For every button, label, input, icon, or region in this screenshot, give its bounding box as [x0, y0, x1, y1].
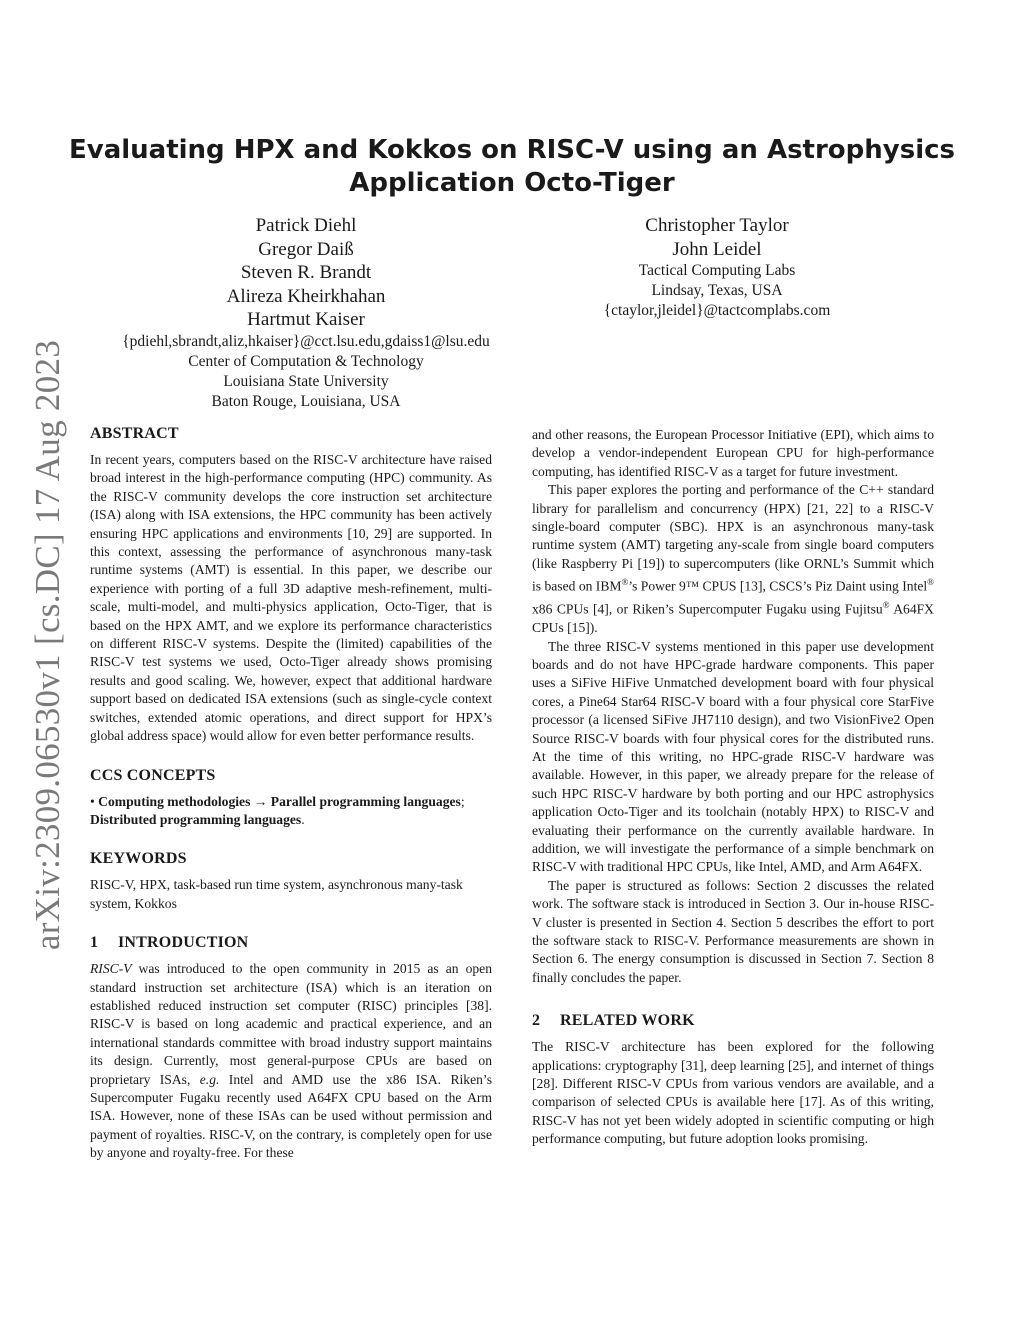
related-work-paragraph: The RISC-V architecture has been explored for the following applications: cryptography [31], deep learning [25], and internet of things [28]. Different RISC-V CPUs from various vendors are available, and a comparison of selected CPUs is available here [17]. As of this writing, RISC-V has not yet been widely adopted in scientific computing or high performance computing, but future adoption looks promising. [532, 1039, 934, 1147]
ccs-term: Computing methodologies [98, 793, 251, 809]
author-name: Steven R. Brandt [240, 262, 372, 283]
intro-text: was introduced to the open community in 2015 as an open standard instruction set architecture (ISA) which is an iteration on established reduced instruction set computer (RISC) principles [38]. RISC-V is based on long academic and practical experience, and an international standards committee with broad industry support maintains its design. Currently, most general-purpose CPUs are based on proprietary ISAs, [90, 961, 492, 1087]
ccs-arrow: → [253, 793, 268, 809]
author-name: Patrick Diehl [255, 215, 357, 236]
section-title: RELATED WORK [560, 1012, 695, 1030]
registered-mark: ® [621, 577, 629, 588]
intro-text: Intel and AMD use the x86 ISA. Riken’s Supercomputer Fugaku recently used A64FX CPU based on the Arm ISA. However, none of these ISAs can be used without permission and payment of royalties. RISC-V, on the contrary, is completely open for use by anyone and royalty-free. For these [90, 1071, 492, 1161]
author-block-tcl [560, 214, 874, 321]
author-email: {ctaylor,jleidel}@tactcomplabs.com [603, 302, 831, 319]
ccs-end: . [301, 811, 305, 827]
intro-text: This paper explores the porting and performance of the C++ standard library for parallelism and concurrency (HPX) [21, 22] to a RISC-V single-board computer (SBC). HPX is an asynchronous many-task runtime system (AMT) targeting any-scale from single board computers (like Raspberry Pi [19]) to supercomputers (like ORNL’s Summit which is based on IBM [532, 482, 934, 594]
keywords-heading: KEYWORDS [90, 850, 187, 868]
keywords-text: RISC-V, HPX, task-based run time system, asynchronous many-task system, Kokkos [90, 877, 463, 911]
author-location: Baton Rouge, Louisiana, USA [211, 392, 401, 410]
intro-text: ’s Power 9™ CPUS [13], CSCS’s Piz Daint using Intel [628, 578, 928, 594]
intro-paragraph-1-continued: and other reasons, the European Processor Initiative (EPI), which aims to develop a vendor-independent European CPU for high-performance computing, has identified RISC-V as a target for future investment. [532, 427, 934, 479]
paper-title-line-2: Application Octo-Tiger [349, 168, 675, 198]
paper-title [60, 134, 964, 200]
eg-abbrev: e.g. [199, 1071, 220, 1087]
section-title: INTRODUCTION [118, 934, 249, 952]
intro-paragraph-3: The three RISC-V systems mentioned in this paper use development boards and do not have HPC-grade hardware components. This paper uses a SiFive HiFive Unmatched development board with four physical cores, a Pine64 Star64 RISC-V board with a four physical core StarFive processor (a licensed SiFive JH7110 design), and two VisionFive2 Open Source RISC-V boards with four physical cores for the distributed runs. At the time of this writing, no HPC-grade RISC-V hardware was available. However, in this paper, we already prepare for the release of such HPC RISC-V hardware by both porting and our HPC astrophysics application Octo-Tiger and its toolchain (notably HPX) to RISC-V and evaluating their performance on the currently available hardware. In addition, we will investigate the performance of a simple benchmark on RISC-V with traditional HPC CPUs, like Intel, AMD, and Arm A64FX. [532, 638, 934, 875]
ccs-term: Parallel programming languages [270, 793, 461, 809]
author-institution: Tactical Computing Labs [638, 262, 796, 279]
section-number: 2 [532, 1012, 541, 1030]
abstract-text: In recent years, computers based on the RISC-V architecture have raised broad interest in the high-performance computing (HPC) community. As the RISC-V community develops the core instruction set architecture (ISA) along with ISA extensions, the HPC community has been actively ensuring HPC applications and environments [10, 29] are supported. In this context, assessing the performance of asynchronous many-task runtime systems (AMT) is essential. In this paper, we describe our experience with porting of a full 3D adaptive mesh-refinement, multi-scale, multi-model, and multi-physics application, Octo-Tiger, that is based on the HPX AMT, and we explore its performance characteristics on different RISC-V systems. Despite the (limited) capabilities of the RISC-V test systems we used, Octo-Tiger already shows promising results and good scaling. We, however, expect that additional hardware support based on dedicated ISA extensions (such as single-cycle context switches, extended atomic operations, and direct support for HPX’s global address space) would allow for even better performance results. [90, 452, 492, 744]
abstract-heading: ABSTRACT [90, 425, 179, 442]
registered-mark: ® [927, 577, 935, 588]
registered-mark: ® [882, 600, 890, 611]
left-column [90, 424, 492, 1163]
section-number: 1 [90, 934, 99, 952]
ccs-bullet: • [90, 793, 95, 809]
author-name: Hartmut Kaiser [247, 309, 365, 330]
intro-text: x86 CPUs [4], or Riken’s Supercomputer Fugaku using Fujitsu [532, 601, 883, 617]
author-block-lsu [100, 214, 512, 412]
intro-paragraph-4: The paper is structured as follows: Section 2 discusses the related work. The software stack is introduced in Section 3. Our in-house RISC-V cluster is presented in Section 4. Section 5 describes the effort to port the software stack to RISC-V. Performance measurements are shown in Section 6. The energy consumption is discussed in Section 7. Section 8 finally concludes the paper. [532, 877, 934, 985]
author-name: Gregor Daiß [258, 238, 354, 260]
intro-paragraph-2 [532, 481, 934, 637]
ccs-term: Distributed programming languages [90, 811, 302, 827]
intro-paragraph-1 [90, 960, 492, 1162]
intro-text: A64FX CPUs [15]). [532, 601, 934, 636]
author-name: John Leidel [672, 238, 762, 260]
author-email: {pdiehl,sbrandt,aliz,hkaiser}@cct.lsu.edu,gdaiss1@lsu.edu [122, 332, 490, 350]
author-university: Louisiana State University [223, 372, 389, 390]
paper-title-line-1: Evaluating HPX and Kokkos on RISC-V using an Astrophysics [68, 135, 956, 165]
ccs-concepts [90, 793, 492, 830]
ccs-heading: CCS CONCEPTS [90, 766, 216, 784]
author-name: Alireza Kheirkhahan [226, 285, 386, 307]
risc-v-term: RISC-V [90, 961, 132, 977]
section-heading-related-work [532, 1011, 934, 1031]
ccs-separator: ; [460, 793, 465, 809]
section-heading-introduction [90, 933, 492, 953]
arxiv-identifier-text: arXiv:2309.06530v1 [cs.DC] 17 Aug 2023 [28, 339, 67, 951]
author-name: Christopher Taylor [645, 215, 789, 236]
author-institution: Center of Computation & Technology [188, 352, 424, 370]
right-column [532, 426, 934, 1149]
author-location: Lindsay, Texas, USA [651, 282, 783, 299]
